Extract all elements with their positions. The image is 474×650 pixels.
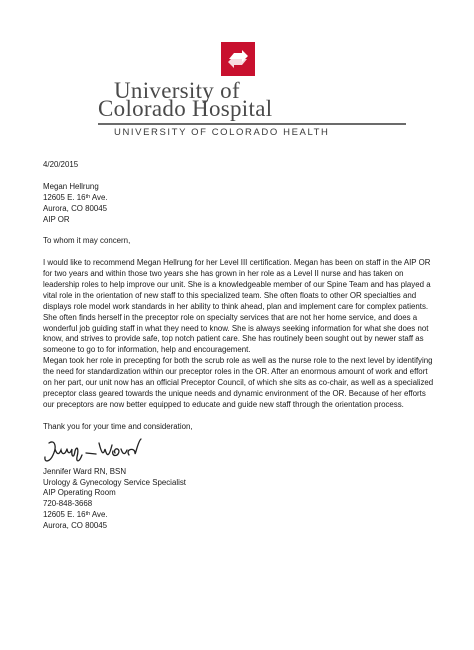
recipient-dept: AIP OR — [43, 214, 70, 224]
paragraph-2: Megan took her role in precepting for both the scrub role as well as the nurse role to the next level by identifying the need for standardization within our preceptor roles in the OR. After an enormous amount of work and effort on her part, our unit now has an official Preceptor Council, of which she sits as co-chair, as well as a specialized preceptor class geared towards the unique needs and dynamic environment of the OR. Because of her efforts our preceptors are now better equipped to educate and guide new staff through the orientation process. — [43, 356, 434, 409]
sender-block — [43, 467, 438, 532]
recipient-street-suffix: th — [85, 193, 91, 200]
recipient-block — [43, 182, 438, 226]
paragraph-1: I would like to recommend Megan Hellrung for her Level III certification. Megan has been on staff in the AIP OR for two years and within those two years she has grown in her role as a Level II nurse and has taken on leadership roles to help improve our unit. She is a knowledgeable member of our Spine Team and has played a vital role in the orientation of new staff to this specialized team. She often floats to other OR specialties and displays role model work standards in her ability to think ahead, plan and implement care for complex patients. She often finds herself in the preceptor role on specialty services that are not her home service, and does a wonderful job guiding staff in what they need to know. She is always seeking information for what she does not know, and strives to provide safe, top notch patient care. She has routinely been sought out by newer staff as someone to go to for information, help and encouragement. — [43, 258, 431, 355]
letterhead-subline: UNIVERSITY OF COLORADO HEALTH — [114, 127, 330, 138]
closing: Thank you for your time and consideration, — [43, 421, 193, 431]
sender-street-suffix: th — [85, 511, 91, 518]
sender-title: Urology & Gynecology Service Specialist — [43, 477, 186, 487]
sender-street-name: Ave. — [90, 510, 108, 520]
letterhead-line-2: Colorado Hospital — [98, 96, 273, 121]
letter-paragraphs — [43, 258, 438, 411]
recipient-street-number: 12605 E. 16 — [43, 192, 86, 202]
recipient-street-name: Ave. — [90, 192, 108, 202]
recipient-street — [43, 193, 438, 204]
recipient-city: Aurora, CO 80045 — [43, 203, 108, 213]
salutation: To whom it may concern, — [43, 236, 131, 246]
recipient-name: Megan Hellrung — [43, 181, 99, 191]
signature-image — [41, 435, 191, 469]
sender-dept: AIP Operating Room — [43, 488, 116, 498]
signature — [43, 433, 438, 467]
hospital-logo-icon — [221, 42, 255, 76]
sender-street-number: 12605 E. 16 — [43, 510, 86, 520]
sender-name: Jennifer Ward RN, BSN — [43, 466, 127, 476]
letterhead-divider — [98, 123, 406, 125]
letterhead-line-1: University of — [114, 78, 240, 103]
sender-phone: 720-848-3668 — [43, 499, 93, 509]
letter-date: 4/20/2015 — [43, 160, 79, 169]
sender-street — [43, 510, 438, 521]
sender-city: Aurora, CO 80045 — [43, 521, 108, 531]
letter-body — [43, 160, 438, 532]
